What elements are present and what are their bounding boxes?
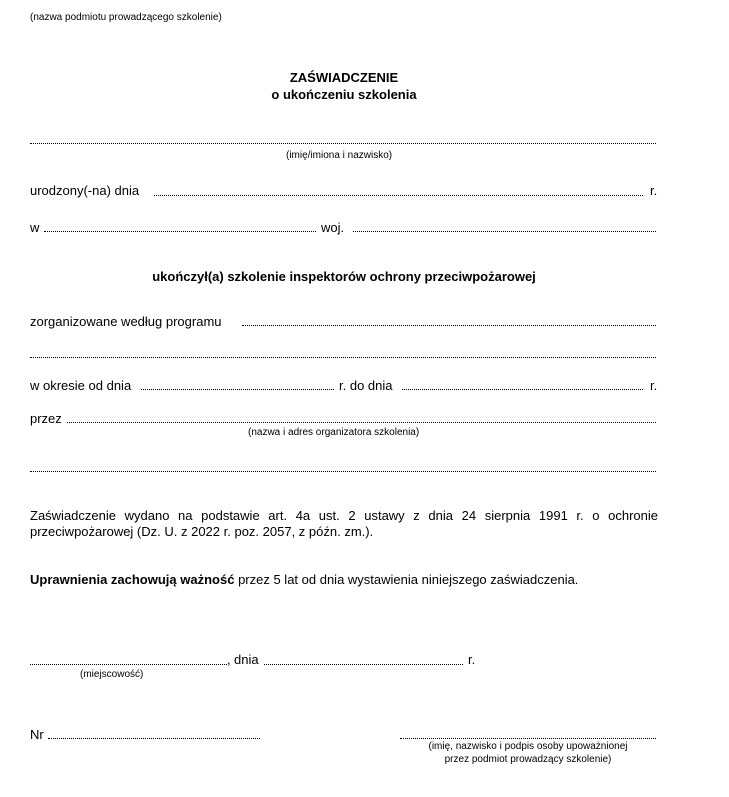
issuer-caption: (nazwa podmiotu prowadzącego szkolenie) (30, 12, 222, 23)
date-label: dnia (234, 652, 259, 667)
period-from-field-line[interactable] (141, 389, 334, 390)
completion-statement: ukończył(a) szkolenie inspektorów ochrony przeciwpożarowej (152, 269, 536, 284)
voivodeship-label: woj. (321, 220, 345, 235)
validity-rest-text: przez 5 lat od dnia wystawienia niniejszego zaświadczenia. (234, 572, 579, 587)
period-to-field-line[interactable] (402, 389, 643, 390)
birth-year-suffix: r. (650, 183, 658, 198)
signature-field-line[interactable] (400, 738, 656, 739)
name-field-line[interactable] (30, 143, 656, 144)
number-field-line[interactable] (48, 738, 260, 739)
program-continuation-line[interactable] (30, 357, 656, 358)
period-to-label: r. do dnia (339, 378, 393, 393)
date-year-suffix: r. (468, 652, 476, 667)
date-field-line[interactable] (264, 664, 463, 665)
program-field-line[interactable] (242, 325, 656, 326)
organizer-caption: (nazwa i adres organizatora szkolenia) (248, 427, 420, 438)
organizer-field-line[interactable] (67, 422, 656, 423)
birth-place-field-line[interactable] (44, 231, 316, 232)
name-caption: (imię/imiona i nazwisko) (286, 150, 393, 161)
document-subtitle: o ukończeniu szkolenia (271, 87, 417, 102)
program-label: zorganizowane według programu (30, 314, 222, 329)
voivodeship-field-line[interactable] (353, 231, 656, 232)
validity-statement (30, 572, 578, 587)
place-field-line[interactable] (30, 664, 227, 665)
organizer-continuation-line[interactable] (30, 471, 656, 472)
legal-basis-text: Zaświadczenie wydano na podstawie art. 4a ust. 2 ustawy z dnia 24 sierpnia 1991 r. o ochronie przeciwpożarowej (Dz. U. z 2022 r. poz. 2057, z późn. zm.). (30, 508, 658, 539)
period-from-label: w okresie od dnia (30, 378, 132, 393)
place-caption: (miejscowość) (80, 669, 144, 680)
signature-caption-line2: przez podmiot prowadzący szkolenie) (444, 754, 612, 765)
place-comma: , (227, 652, 231, 667)
birth-date-field-line[interactable] (154, 195, 643, 196)
signature-caption-line1: (imię, nazwisko i podpis osoby upoważnionej (428, 741, 628, 752)
number-label: Nr (30, 727, 44, 742)
birth-place-prefix: w (30, 220, 40, 235)
period-end-suffix: r. (650, 378, 658, 393)
birth-date-label: urodzony(-na) dnia (30, 183, 140, 198)
validity-bold-text: Uprawnienia zachowują ważność (30, 572, 235, 587)
organizer-label: przez (30, 411, 62, 426)
document-title: ZAŚWIADCZENIE (289, 70, 399, 85)
